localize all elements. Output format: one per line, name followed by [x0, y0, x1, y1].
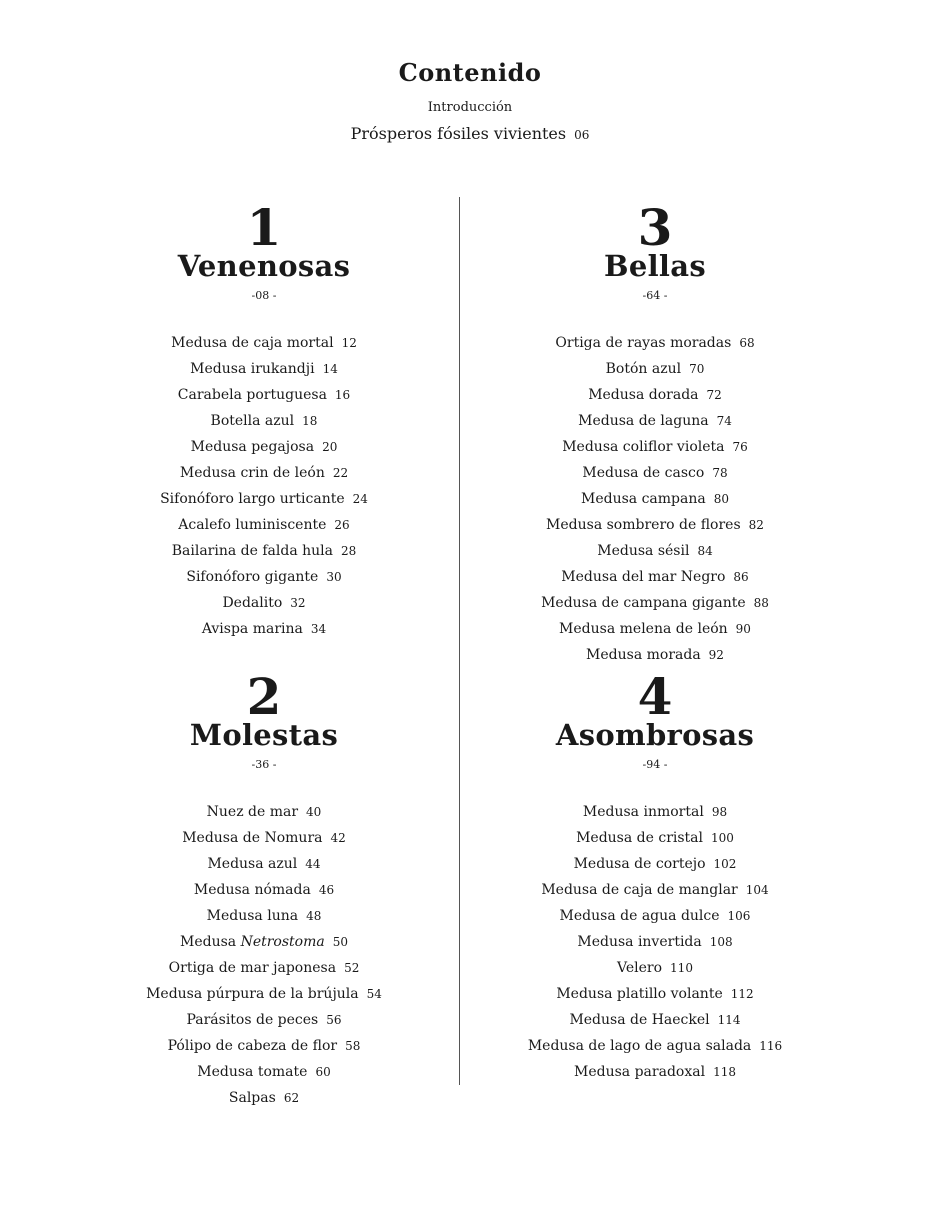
entry-title: Medusa	[179, 934, 237, 950]
toc-entry[interactable]	[475, 903, 835, 929]
entry-page: 20	[322, 440, 338, 454]
toc-entry[interactable]	[475, 955, 835, 981]
intro-entry[interactable]	[0, 123, 940, 146]
entry-title: Ortiga de rayas moradas	[555, 335, 732, 351]
entry-page: 88	[753, 596, 769, 610]
entry-title: Medusa del mar Negro	[561, 569, 726, 585]
entry-page: 82	[748, 518, 764, 532]
entry-list	[84, 330, 444, 642]
entry-title: Acalefo luminiscente	[178, 517, 327, 533]
toc-entry[interactable]	[475, 538, 835, 564]
entry-page: 44	[305, 857, 321, 871]
entry-page: 102	[713, 857, 737, 871]
toc-entry[interactable]	[475, 590, 835, 616]
entry-title: Medusa azul	[207, 856, 298, 872]
toc-entry[interactable]	[475, 434, 835, 460]
entry-title: Medusa campana	[581, 491, 706, 507]
entry-title: Ortiga de mar japonesa	[168, 960, 337, 976]
entry-title: Medusa luna	[206, 908, 299, 924]
section-title: Bellas	[604, 249, 706, 283]
entry-title: Medusa platillo volante	[556, 986, 723, 1002]
section-page: -64 -	[642, 289, 668, 302]
entry-title: Salpas	[228, 1090, 276, 1106]
entry-list	[84, 799, 444, 1111]
entry-title: Medusa de agua dulce	[559, 908, 720, 924]
entry-page: 106	[727, 909, 751, 923]
entry-list	[475, 330, 835, 668]
entry-page: 70	[689, 362, 705, 376]
entry-page: 110	[670, 961, 693, 975]
toc-entry[interactable]	[84, 564, 444, 590]
entry-page: 104	[745, 883, 769, 897]
entry-page: 42	[330, 831, 346, 845]
section-asombrosas	[475, 667, 835, 1085]
toc-entry[interactable]	[84, 1059, 444, 1085]
entry-page: 118	[713, 1065, 736, 1079]
toc-entry[interactable]	[84, 929, 444, 955]
entry-title: Medusa de Nomura	[182, 830, 323, 846]
entry-page: 58	[345, 1039, 361, 1053]
entry-title-italic: Netrostoma	[240, 934, 325, 950]
entry-title: Medusa coliflor violeta	[562, 439, 725, 455]
toc-entry[interactable]	[475, 616, 835, 642]
entry-title: Medusa de campana gigante	[541, 595, 746, 611]
entry-title: Medusa dorada	[588, 387, 699, 403]
entry-title: Avispa marina	[201, 621, 303, 637]
toc-entry[interactable]	[475, 356, 835, 382]
entry-title: Nuez de mar	[206, 804, 299, 820]
toc-entry[interactable]	[84, 981, 444, 1007]
entry-page: 46	[318, 883, 335, 897]
entry-page: 68	[739, 336, 755, 350]
toc-entry[interactable]	[84, 434, 444, 460]
intro-entry-title: Prósperos fósiles vivientes	[350, 124, 567, 143]
entry-title: Botón azul	[605, 361, 682, 377]
toc-entry[interactable]	[475, 825, 835, 851]
entry-title: Bailarina de falda hula	[171, 543, 333, 559]
entry-title: Botella azul	[210, 413, 295, 429]
entry-title: Medusa de caja mortal	[171, 335, 334, 351]
entry-page: 92	[708, 648, 724, 662]
toc-entry[interactable]	[84, 851, 444, 877]
entry-page: 108	[709, 935, 733, 949]
toc-entry[interactable]	[84, 1033, 444, 1059]
entry-page: 74	[716, 414, 732, 428]
entry-page: 32	[290, 596, 306, 610]
toc-entry[interactable]	[475, 1033, 835, 1059]
entry-title: Medusa púrpura de la brújula	[146, 986, 359, 1002]
toc-entry[interactable]	[475, 929, 835, 955]
entry-page: 60	[315, 1065, 331, 1079]
section-bellas	[475, 198, 835, 668]
entry-title: Medusa de cortejo	[573, 856, 706, 872]
toc-entry[interactable]	[475, 486, 835, 512]
toc-entry[interactable]	[84, 512, 444, 538]
entry-title: Medusa sombrero de flores	[546, 517, 741, 533]
toc-entry[interactable]	[84, 903, 444, 929]
entry-page: 22	[332, 466, 349, 480]
entry-page: 54	[366, 987, 382, 1001]
entry-page: 90	[735, 622, 751, 636]
toc-entry[interactable]	[84, 408, 444, 434]
toc-entry[interactable]	[475, 851, 835, 877]
toc-entry[interactable]	[475, 564, 835, 590]
section-title: Venenosas	[177, 249, 351, 283]
entry-page: 12	[341, 336, 357, 350]
toc-entry[interactable]	[475, 877, 835, 903]
entry-page: 50	[332, 935, 349, 949]
entry-title: Pólipo de cabeza de flor	[167, 1038, 338, 1054]
entry-page: 28	[340, 544, 357, 558]
entry-title: Sifonóforo gigante	[186, 569, 319, 585]
section-molestas	[84, 667, 444, 1111]
toc-entry[interactable]	[84, 382, 444, 408]
entry-page: 30	[326, 570, 342, 584]
page-title: Contenido	[398, 58, 542, 87]
entry-page: 40	[306, 805, 322, 819]
section-venenosas	[84, 198, 444, 642]
entry-page: 62	[283, 1091, 300, 1105]
toc-entry[interactable]	[84, 590, 444, 616]
toc-entry[interactable]	[84, 799, 444, 825]
entry-title: Medusa de lago de agua salada	[527, 1038, 752, 1054]
entry-page: 80	[713, 492, 729, 506]
toc-entry[interactable]	[84, 616, 444, 642]
entry-page: 26	[334, 518, 350, 532]
section-number: 2	[246, 667, 282, 726]
toc-entry[interactable]	[475, 1007, 835, 1033]
toc-entry[interactable]	[84, 1007, 444, 1033]
entry-title: Medusa paradoxal	[574, 1064, 706, 1080]
section-page: -94 -	[642, 758, 668, 771]
toc-entry[interactable]	[475, 382, 835, 408]
entry-title: Medusa pegajosa	[190, 439, 315, 455]
entry-title: Medusa de laguna	[578, 413, 709, 429]
entry-page: 86	[733, 570, 749, 584]
toc-entry[interactable]	[475, 460, 835, 486]
toc-entry[interactable]	[84, 486, 444, 512]
entry-title: Medusa invertida	[577, 934, 702, 950]
intro-label: Introducción	[427, 100, 513, 115]
section-page: -36 -	[251, 758, 277, 771]
entry-title: Medusa tomate	[197, 1064, 308, 1080]
entry-page: 16	[334, 388, 351, 402]
section-title: Molestas	[189, 718, 339, 752]
entry-title: Medusa de caja de manglar	[541, 882, 738, 898]
entry-page: 48	[306, 909, 322, 923]
section-number: 4	[637, 667, 673, 726]
entry-title: Medusa de cristal	[576, 830, 704, 846]
entry-page: 112	[730, 987, 754, 1001]
entry-page: 100	[711, 831, 734, 845]
toc-entry[interactable]	[475, 799, 835, 825]
toc-entry[interactable]	[475, 1059, 835, 1085]
entry-title: Medusa sésil	[597, 543, 690, 559]
entry-title: Medusa irukandji	[190, 361, 315, 377]
toc-entry[interactable]	[84, 955, 444, 981]
entry-page: 18	[302, 414, 318, 428]
toc-entry[interactable]	[84, 877, 444, 903]
entry-page: 78	[712, 466, 728, 480]
entry-page: 76	[732, 440, 748, 454]
entry-page: 14	[322, 362, 338, 376]
entry-page: 116	[759, 1039, 783, 1053]
entry-page: 24	[352, 492, 368, 506]
section-number: 3	[637, 198, 673, 257]
entry-title: Medusa crin de león	[179, 465, 325, 481]
entry-title: Parásitos de peces	[186, 1012, 319, 1028]
section-page: -08 -	[251, 289, 277, 302]
toc-entry[interactable]	[475, 330, 835, 356]
entry-page: 98	[711, 805, 728, 819]
section-number: 1	[246, 198, 282, 257]
intro-entry-page: 06	[574, 128, 590, 142]
entry-title: Medusa de casco	[582, 465, 705, 481]
toc-entry[interactable]	[84, 330, 444, 356]
entry-page: 52	[344, 961, 360, 975]
entry-title: Velero	[617, 960, 663, 976]
toc-entry[interactable]	[84, 538, 444, 564]
column-divider	[459, 197, 460, 1085]
entry-title: Medusa de Haeckel	[569, 1012, 710, 1028]
toc-entry[interactable]	[475, 981, 835, 1007]
toc-entry[interactable]	[84, 825, 444, 851]
entry-title: Sifonóforo largo urticante	[160, 491, 345, 507]
toc-entry[interactable]	[475, 642, 835, 668]
entry-page: 84	[697, 544, 713, 558]
entry-page: 56	[326, 1013, 342, 1027]
toc-entry[interactable]	[475, 512, 835, 538]
entry-title: Dedalito	[222, 595, 283, 611]
entry-list	[475, 799, 835, 1085]
entry-title: Carabela portuguesa	[177, 387, 327, 403]
entry-page: 72	[706, 388, 722, 402]
entry-title: Medusa morada	[586, 647, 701, 663]
section-title: Asombrosas	[555, 718, 755, 752]
entry-page: 34	[310, 622, 327, 636]
toc-entry[interactable]	[84, 356, 444, 382]
toc-entry[interactable]	[84, 1085, 444, 1111]
entry-title: Medusa nómada	[193, 882, 311, 898]
entry-title: Medusa inmortal	[582, 804, 704, 820]
entry-title: Medusa melena de león	[559, 621, 728, 637]
entry-page: 114	[717, 1013, 741, 1027]
toc-entry[interactable]	[475, 408, 835, 434]
toc-entry[interactable]	[84, 460, 444, 486]
